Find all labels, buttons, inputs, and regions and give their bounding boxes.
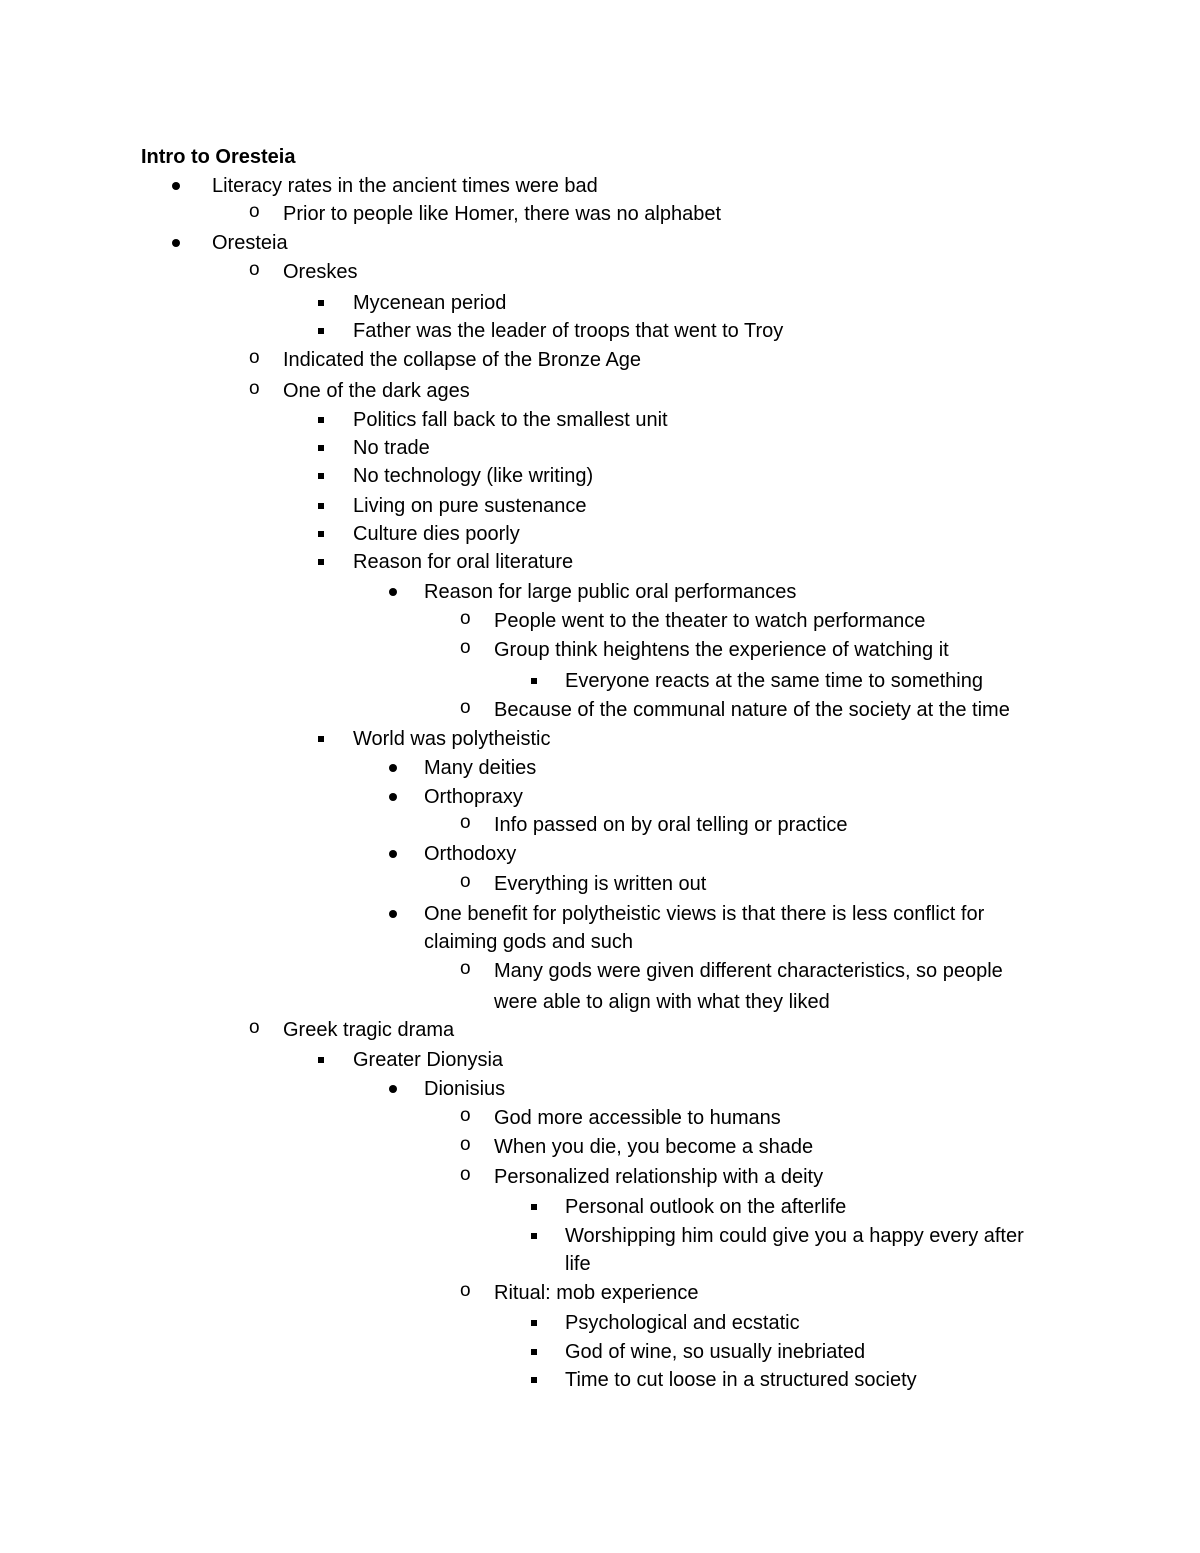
- list-item-text: No trade: [353, 437, 430, 459]
- circle-bullet-icon: o: [460, 958, 471, 979]
- circle-bullet-icon: o: [460, 1105, 471, 1126]
- list-item-text: Ritual: mob experience: [494, 1282, 699, 1304]
- list-item-text: One of the dark ages: [283, 380, 470, 402]
- circle-bullet-icon: o: [460, 637, 471, 658]
- list-item-text: Everything is written out: [494, 873, 707, 895]
- list-item-text: No technology (like writing): [353, 465, 594, 487]
- list-item-text: Living on pure sustenance: [353, 495, 587, 517]
- list-item-text: Greater Dionysia: [353, 1049, 504, 1071]
- list-item-text: Culture dies poorly: [353, 523, 520, 545]
- list-item-text: Many deities: [424, 757, 537, 779]
- circle-bullet-icon: o: [249, 1017, 260, 1038]
- circle-bullet-icon: o: [249, 259, 260, 280]
- circle-bullet-icon: o: [460, 1280, 471, 1301]
- list-item-continuation-text: were able to align with what they liked: [494, 991, 830, 1013]
- list-item-text: Time to cut loose in a structured society: [565, 1369, 917, 1391]
- list-item-text: Father was the leader of troops that went to Troy: [353, 320, 784, 342]
- list-item-continuation-text: claiming gods and such: [424, 931, 634, 953]
- circle-bullet-icon: o: [460, 1134, 471, 1155]
- circle-bullet-icon: o: [249, 201, 260, 222]
- list-item-text: Group think heightens the experience of watching it: [494, 639, 949, 661]
- document-title: Intro to Oresteia: [141, 146, 296, 168]
- list-item-text: Oreskes: [283, 261, 358, 283]
- circle-bullet-icon: o: [460, 812, 471, 833]
- list-item-text: Info passed on by oral telling or practice: [494, 814, 848, 836]
- list-item-continuation-text: life: [565, 1253, 591, 1275]
- list-item-text: Many gods were given different characteristics, so people: [494, 960, 1003, 982]
- list-item-text: Because of the communal nature of the society at the time: [494, 699, 1010, 721]
- list-item-text: Mycenean period: [353, 292, 507, 314]
- list-item-text: Reason for oral literature: [353, 551, 574, 573]
- circle-bullet-icon: o: [249, 378, 260, 399]
- list-item-text: Literacy rates in the ancient times were bad: [212, 175, 598, 197]
- circle-bullet-icon: o: [460, 1164, 471, 1185]
- list-item-text: Prior to people like Homer, there was no alphabet: [283, 203, 722, 225]
- list-item-text: When you die, you become a shade: [494, 1136, 814, 1158]
- circle-bullet-icon: o: [249, 347, 260, 368]
- list-item-text: World was polytheistic: [353, 728, 551, 750]
- list-item-text: One benefit for polytheistic views is that there is less conflict for: [424, 903, 985, 925]
- list-item-text: Everyone reacts at the same time to something: [565, 670, 983, 692]
- list-item-text: People went to the theater to watch performance: [494, 610, 926, 632]
- circle-bullet-icon: o: [460, 697, 471, 718]
- list-item-text: Worshipping him could give you a happy every after: [565, 1225, 1024, 1247]
- circle-bullet-icon: o: [460, 871, 471, 892]
- circle-bullet-icon: o: [460, 608, 471, 629]
- list-item-text: Indicated the collapse of the Bronze Age: [283, 349, 642, 371]
- list-item-text: Orthopraxy: [424, 786, 523, 808]
- list-item-text: Orthodoxy: [424, 843, 517, 865]
- list-item-text: Psychological and ecstatic: [565, 1312, 800, 1334]
- list-item-text: Reason for large public oral performances: [424, 581, 797, 603]
- list-item-text: Personal outlook on the afterlife: [565, 1196, 847, 1218]
- list-item-text: Politics fall back to the smallest unit: [353, 409, 668, 431]
- list-item-text: Greek tragic drama: [283, 1019, 455, 1041]
- list-item-text: God of wine, so usually inebriated: [565, 1341, 866, 1363]
- list-item-text: Dionisius: [424, 1078, 506, 1100]
- list-item-text: Personalized relationship with a deity: [494, 1166, 824, 1188]
- list-item-text: God more accessible to humans: [494, 1107, 781, 1129]
- list-item-text: Oresteia: [212, 232, 288, 254]
